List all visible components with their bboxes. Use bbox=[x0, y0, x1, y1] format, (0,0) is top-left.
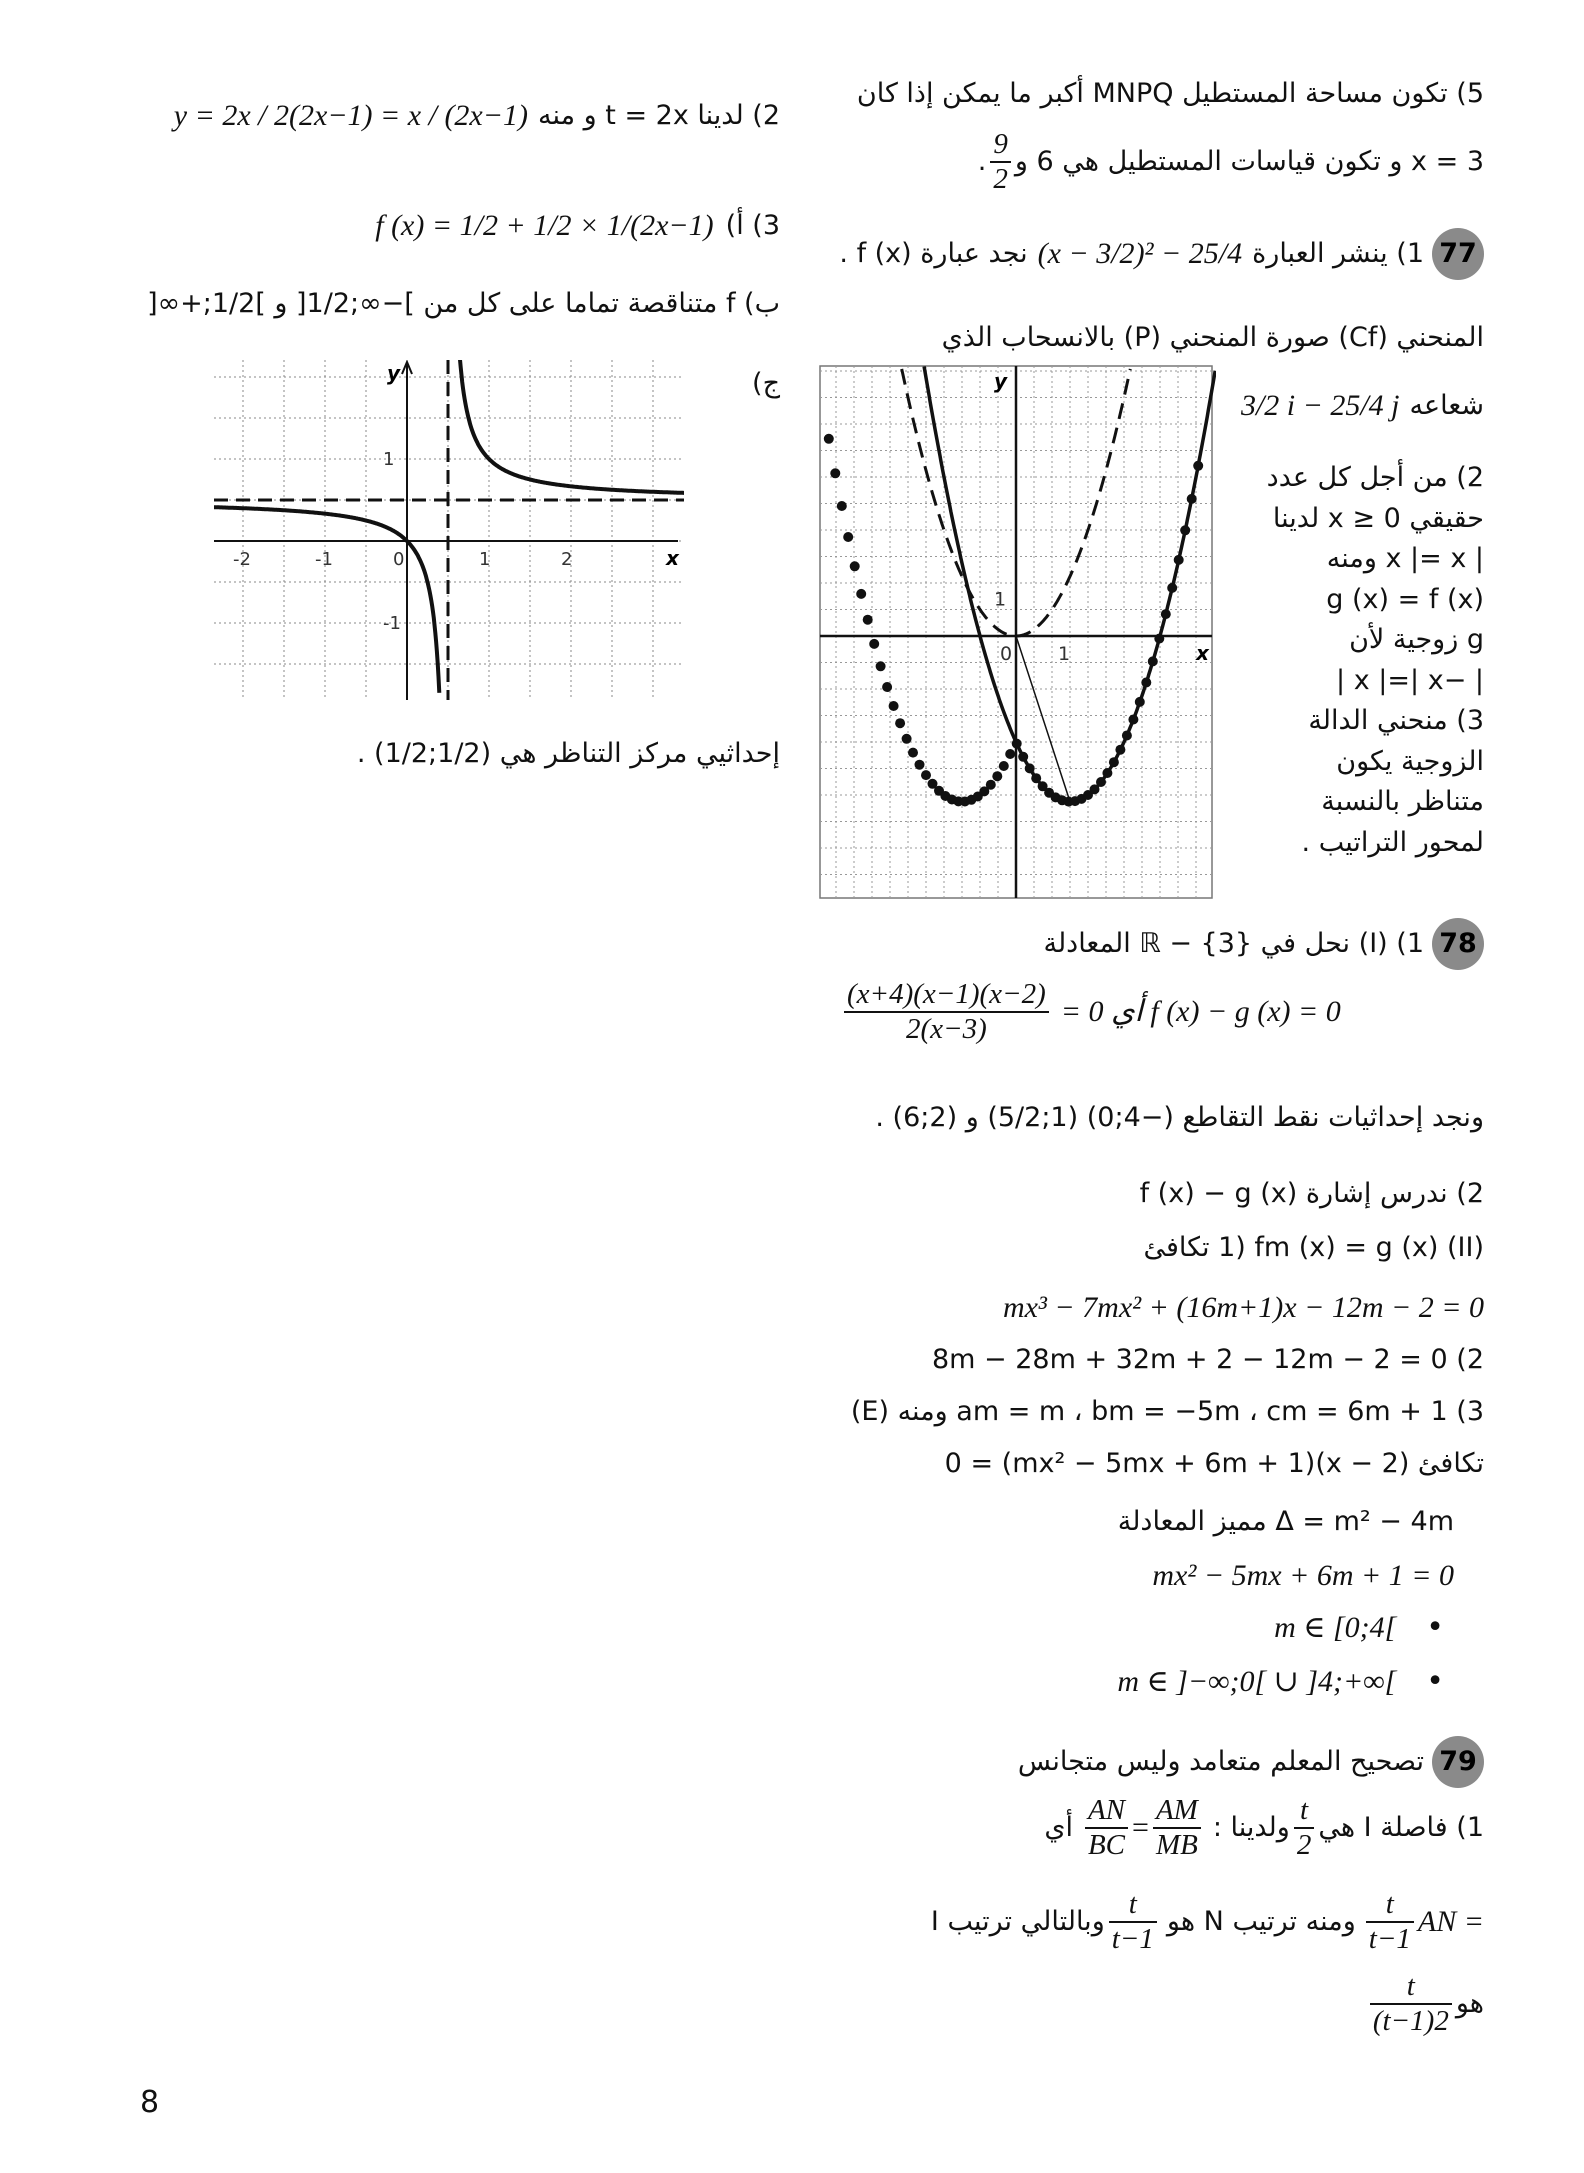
curve-g-dot bbox=[1115, 745, 1125, 755]
curve-g-dot bbox=[1031, 773, 1041, 783]
hyperbola-chart bbox=[214, 360, 684, 700]
ex78-quadratic: mx² − 5mx + 6m + 1 = 0 bbox=[1152, 1559, 1454, 1592]
x-tick-label: 0 bbox=[393, 549, 405, 570]
frac-t-over-t-minus-1: $\frac{t}{t-1}$ bbox=[1109, 1888, 1157, 1957]
ex78-delta: Δ = m² − 4m مميز المعادلة bbox=[1117, 1506, 1454, 1537]
ex77-vector-expr: 3/2 i − 25/4 j bbox=[1240, 389, 1400, 422]
ex78-bullet2: • m ∈ ]−∞;0[ ∪ ]4;+∞[ bbox=[1117, 1664, 1444, 1699]
frac-t-over-2t-minus-1: $\frac{t}{2(t-1)}$ bbox=[1370, 1970, 1452, 2039]
ex78-badge: 78 bbox=[1432, 918, 1484, 970]
ex79-line4: هو $\frac{t}{2(t-1)}$ bbox=[1366, 1970, 1484, 2039]
item2-expr: y = 2x / 2(2x−1) = x / (2x−1) bbox=[173, 99, 528, 132]
curve-g-dot bbox=[1102, 768, 1112, 778]
ex78-bullet1: • m ∈ [0;4[ bbox=[1274, 1610, 1444, 1645]
ex77-line1-text: 1) ينشر العبارة bbox=[1252, 237, 1424, 269]
ex77-side-line: 3) منحني الدالة bbox=[1308, 705, 1484, 736]
curve-right-branch bbox=[460, 360, 684, 493]
ex77-side-line: g (x) = f (x) bbox=[1326, 583, 1484, 615]
ex77-side-line: | x |= x ومنه bbox=[1326, 543, 1484, 574]
ex79-line1 bbox=[1018, 1736, 1484, 1788]
item5-fraction: $\frac{9}{2}$ bbox=[990, 128, 1011, 197]
item5-line2: x = 3 و تكون قياسات المستطيل هي 6 و $\frac{9}{2}$ . bbox=[977, 128, 1484, 196]
ex78-equiv: تكافئ (x − 2)(mx² − 5mx + 6m + 1) = 0 bbox=[944, 1448, 1484, 1479]
ex79-line2: 1) فاصلة I هي $\frac{t}{2}$ ولدينا : $\frac{AN}{BC}$ = $\frac{AM}{MB}$ أي bbox=[1044, 1794, 1484, 1862]
page-number: 8 bbox=[140, 2085, 160, 2120]
ex77-side-line: حقيقي x ≥ 0 لدينا bbox=[1272, 502, 1484, 534]
ex77-expr: (x − 3/2)² − 25/4 bbox=[1037, 237, 1243, 270]
curve-g-dot bbox=[863, 615, 873, 625]
curve-g-dot bbox=[1109, 757, 1119, 767]
frac-AM-MB: $\frac{AM}{MB}$ bbox=[1153, 1794, 1201, 1863]
curve-g-dot bbox=[915, 760, 925, 770]
curve-g-dot bbox=[1174, 555, 1184, 565]
curve-g-dot bbox=[1154, 634, 1164, 644]
curve-g-dot bbox=[1012, 739, 1022, 749]
curve-g-dot bbox=[986, 780, 996, 790]
frac-t-over-2: $\frac{t}{2}$ bbox=[1294, 1794, 1315, 1863]
curve-g-dot bbox=[850, 561, 860, 571]
y-axis-label: y bbox=[387, 361, 401, 385]
frac-AN-BC: $\frac{AN}{BC}$ bbox=[1085, 1794, 1128, 1863]
x-tick-label: 1 bbox=[1058, 643, 1071, 665]
ex79-line3: AN = $\frac{t}{1-t}$ ومنه ترتيب N هو $\frac{t}{t-1}$ وبالتالي ترتيب I bbox=[930, 1888, 1484, 1956]
ex77-line2: المنحني (Cf) صورة المنحني (P) بالانسحاب الذي bbox=[941, 322, 1484, 353]
ex78-intersections: ونجد إحداثيات نقط التقاطع (−4;0) (1;5/2) و (2;6) . bbox=[875, 1102, 1484, 1133]
y-axis-label: y bbox=[994, 369, 1008, 393]
curve-g-dot bbox=[1167, 583, 1177, 593]
ex78-equation bbox=[840, 978, 1341, 1047]
item3c-label: ج) bbox=[752, 368, 780, 399]
curve-g-dot bbox=[889, 701, 899, 711]
curve-g-dot bbox=[908, 748, 918, 758]
ex77-side-line: الزوجية يكون bbox=[1336, 745, 1484, 777]
item5-line2-text: x = 3 و تكون قياسات المستطيل هي 6 و bbox=[1014, 146, 1484, 178]
item3b-line: ب) f متناقصة تماما على كل من ]−∞;1/2[ و ]1/2;+∞[ bbox=[147, 288, 780, 319]
curve-g-dot bbox=[1135, 697, 1145, 707]
curve-g-dot bbox=[1187, 494, 1197, 504]
x-tick-label: 1 bbox=[479, 549, 491, 570]
x-axis-label: x bbox=[666, 546, 679, 570]
ex79-line1-text: تصحيح المعلم متعامد وليس متجانس bbox=[1017, 1745, 1424, 1777]
ex77-side-line: متناظر بالنسبة bbox=[1321, 786, 1484, 817]
item3a-expr: f (x) = 1/2 + 1/2 × 1/(2x−1) bbox=[375, 209, 714, 242]
curve-g-dot bbox=[1025, 763, 1035, 773]
ex78-II-line: (II) 1) fm (x) = g (x) تكافئ bbox=[1143, 1232, 1484, 1263]
ex78-eq-fraction: $\frac{(x+4)(x-1)(x-2)}{2(x-3)}$ bbox=[844, 978, 1049, 1047]
curve-g-dot bbox=[895, 718, 905, 728]
curve-g-dot bbox=[882, 682, 892, 692]
ex77-line1-end: نجد عبارة f (x) . bbox=[839, 237, 1028, 269]
ex78-cubic: mx³ − 7mx² + (16m+1)x − 12m − 2 = 0 bbox=[1002, 1291, 1484, 1324]
ex77-side-line: | −x |=| x | bbox=[1336, 664, 1484, 696]
curve-g-dot bbox=[1193, 461, 1203, 471]
ex79-badge: 79 bbox=[1432, 1736, 1484, 1788]
curve-g-dot bbox=[1180, 525, 1190, 535]
x-tick-label: -2 bbox=[233, 549, 251, 570]
curve-g-dot bbox=[1141, 678, 1151, 688]
bullet-dot-icon: • bbox=[1426, 1664, 1444, 1699]
curve-g-dot bbox=[921, 770, 931, 780]
curve-g-dot bbox=[1018, 752, 1028, 762]
curve-g-dot bbox=[999, 761, 1009, 771]
ex78-line3: 3) am = m ، bm = −5m ، cm = 6m + 1 ومنه (E) bbox=[850, 1396, 1484, 1427]
ex77-vector-label: شعاعه bbox=[1409, 389, 1484, 421]
ex77-line1 bbox=[839, 228, 1484, 280]
ex78-line1-text: 1) (I) نحل في ℝ − {3} المعادلة bbox=[1043, 927, 1424, 959]
curve-g-dot bbox=[1161, 609, 1171, 619]
curve-g-dot bbox=[902, 734, 912, 744]
curve-g-dot bbox=[843, 532, 853, 542]
x-tick-label: 2 bbox=[561, 549, 573, 570]
parabola-chart bbox=[816, 362, 1216, 902]
ex78-line1 bbox=[1043, 918, 1484, 970]
item5-line1: 5) تكون مساحة المستطيل MNPQ أكبر ما يمكن إذا كان bbox=[856, 78, 1484, 109]
bullet-dot-icon: • bbox=[1426, 1610, 1444, 1645]
y-tick-label: 1 bbox=[383, 449, 395, 470]
ex77-badge: 77 bbox=[1432, 228, 1484, 280]
item2-text: 2) لدينا t = 2x و منه bbox=[537, 99, 780, 131]
center-symmetry-text: إحداثيي مركز التناظر هي (1/2;1/2) . bbox=[356, 738, 780, 769]
curve-g-dot bbox=[876, 661, 886, 671]
curve-g-dot bbox=[1148, 656, 1158, 666]
curve-g-dot bbox=[1005, 749, 1015, 759]
curve-g-dot bbox=[856, 589, 866, 599]
curve-g-dot bbox=[1122, 731, 1132, 741]
item3a-label: 3) أ) bbox=[725, 209, 780, 241]
curve-g-dot bbox=[992, 771, 1002, 781]
curve-g-dot bbox=[1096, 777, 1106, 787]
ex77-side-line: لمحور التراتيب . bbox=[1301, 826, 1484, 858]
x-tick-label: -1 bbox=[315, 549, 333, 570]
ex78-sign-line: 2) ندرس إشارة f (x) − g (x) bbox=[1139, 1178, 1484, 1209]
curve-g-dot bbox=[830, 468, 840, 478]
ex78-eq-tail: = 0 أي f (x) − g (x) = 0 bbox=[1060, 995, 1341, 1029]
ex78-line2: 2) 8m − 28m + 32m + 2 − 12m − 2 = 0 bbox=[931, 1344, 1484, 1375]
ex77-side-line: g زوجية لأن bbox=[1349, 624, 1484, 655]
y-tick-label: -1 bbox=[383, 613, 401, 634]
x-tick-label: 0 bbox=[1000, 643, 1013, 665]
y-tick-label: 1 bbox=[994, 588, 1007, 611]
curve-g-dot bbox=[824, 434, 834, 444]
curve-g-dot bbox=[869, 639, 879, 649]
curve-left-branch bbox=[214, 507, 439, 693]
ex77-side-line: 2) من أجل كل عدد bbox=[1266, 462, 1484, 493]
item3a-line bbox=[375, 208, 780, 244]
frac-t-over-1-minus-t: $\frac{t}{1-t}$ bbox=[1366, 1888, 1414, 1957]
ex77-vector-line bbox=[1241, 388, 1484, 424]
curve-g-dot bbox=[837, 501, 847, 511]
item2-line bbox=[174, 98, 780, 134]
curve-g-dot bbox=[1128, 715, 1138, 725]
x-axis-label: x bbox=[1196, 641, 1209, 665]
